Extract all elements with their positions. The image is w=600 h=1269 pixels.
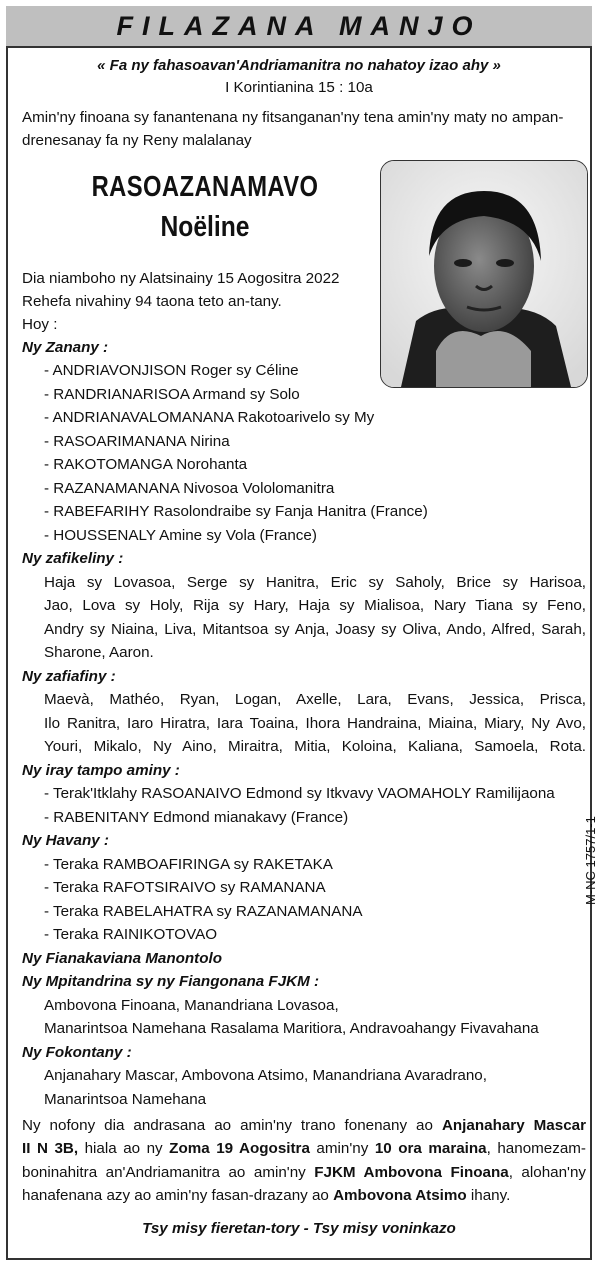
- list-item: - RABEFARIHY Rasolondraibe sy Fanja Hanitra (France): [44, 503, 428, 520]
- list-item: - Teraka RABELAHATRA sy RAZANAMANANA: [44, 903, 363, 920]
- zafiafiny-line: Maevà, Mathéo, Ryan, Logan, Axelle, Lara, Evans, Jessica, Prisca,: [44, 691, 586, 708]
- deceased-firstname: Noëline: [160, 211, 250, 243]
- intro-line-1: Amin'ny finoana sy fanantenana ny fitsanganan'ny tena amin'ny maty no ampan-: [22, 109, 564, 126]
- section-havany-title: Ny Havany :: [22, 832, 109, 849]
- portrait-image: [381, 161, 587, 387]
- list-item: - RANDRIANARISOA Armand sy Solo: [44, 386, 300, 403]
- list-item: - Teraka RAFOTSIRAIVO sy RAMANANA: [44, 879, 326, 896]
- mpitandrina-line: Ambovona Finoana, Manandriana Lovasoa,: [44, 997, 339, 1014]
- verse-quote: « Fa ny fahasoavan'Andriamanitra no nahatoy izao ahy »: [97, 57, 501, 74]
- list-item: - Teraka RAMBOAFIRINGA sy RAKETAKA: [44, 856, 333, 873]
- list-item: - RABENITANY Edmond mianakavy (France): [44, 809, 349, 826]
- mpitandrina-line: Manarintsoa Namehana Rasalama Maritiora, Andravoahangy Fivavahana: [44, 1020, 539, 1037]
- list-item: - RASOARIMANANA Nirina: [44, 433, 230, 450]
- section-zafikeliny-title: Ny zafikeliny :: [22, 550, 124, 567]
- fokontany-line: Manarintsoa Namehana: [44, 1091, 207, 1108]
- list-item: - RAKOTOMANGA Norohanta: [44, 456, 248, 473]
- zafiafiny-line: Ilo Ranitra, Iaro Hiratra, Iara Toaina, Ihora Handraina, Miaina, Miary, Ny Avo,: [44, 715, 586, 732]
- detail-age: Rehefa nivahiny 94 taona teto an-tany.: [22, 293, 282, 310]
- notice-title: FILAZANA MANJO: [116, 10, 482, 41]
- notice-header: [6, 6, 592, 48]
- section-zanany-title: Ny Zanany :: [22, 339, 109, 356]
- intro-line-2: drenesanay fa ny Reny malalanay: [22, 132, 252, 149]
- list-item: - HOUSSENALY Amine sy Vola (France): [44, 527, 317, 544]
- reference-code: M-NC 1757/1-1: [583, 816, 598, 905]
- footer-note: Tsy misy fieretan-tory - Tsy misy voninkazo: [142, 1220, 456, 1237]
- zafikeliny-line: Andry sy Niaina, Liva, Mitantsoa sy Anja, Joasy sy Oliva, Ando, Alfred, Sarah,: [44, 621, 586, 638]
- closing-line-3: boninahitra an'Andriamanitra ao amin'ny FJKM Ambovona Finoana, alohan'ny: [22, 1164, 586, 1181]
- detail-hoy: Hoy :: [22, 316, 58, 333]
- list-item: - RAZANAMANANA Nivosoa Vololomanitra: [44, 480, 335, 497]
- section-zafiafiny-title: Ny zafiafiny :: [22, 668, 116, 685]
- section-fokontany-title: Ny Fokontany :: [22, 1044, 132, 1061]
- list-item: - Teraka RAINIKOTOVAO: [44, 926, 218, 943]
- closing-line-4: hanafenana azy ao amin'ny fasan-drazany ao Ambovona Atsimo ihany.: [22, 1187, 511, 1204]
- zafikeliny-line: Jao, Lova sy Holy, Rija sy Hary, Haja sy Mialisoa, Nary Tiana sy Feno,: [44, 597, 586, 614]
- list-item: - ANDRIANAVALOMANANA Rakotoarivelo sy My: [44, 409, 375, 426]
- list-item: - ANDRIAVONJISON Roger sy Céline: [44, 362, 299, 379]
- zafikeliny-line: Haja sy Lovasoa, Serge sy Hanitra, Eric sy Saholy, Brice sy Harisoa,: [44, 574, 586, 591]
- zafiafiny-line: Youri, Mikalo, Ny Aino, Miraitra, Mitia, Koloina, Kaliana, Samoela, Rota.: [44, 738, 586, 755]
- deceased-surname: RASOAZANAMAVO: [91, 171, 319, 203]
- closing-line-2: II N 3B, hiala ao ny Zoma 19 Aogositra amin'ny 10 ora maraina, hanomezam-: [22, 1140, 586, 1157]
- detail-date: Dia niamboho ny Alatsinainy 15 Aogositra 2022: [22, 270, 340, 287]
- section-iray-tampo-title: Ny iray tampo aminy :: [22, 762, 180, 779]
- section-mpitandrina-title: Ny Mpitandrina sy ny Fiangonana FJKM :: [22, 973, 320, 990]
- fokontany-line: Anjanahary Mascar, Ambovona Atsimo, Manandriana Avaradrano,: [44, 1067, 487, 1084]
- zafikeliny-line: Sharone, Aaron.: [44, 644, 154, 661]
- deceased-photo: [380, 160, 588, 388]
- closing-line-1: Ny nofony dia andrasana ao amin'ny trano fonenany ao Anjanahary Mascar: [22, 1117, 586, 1134]
- verse-reference: I Korintianina 15 : 10a: [225, 79, 373, 96]
- section-fianakaviana-title: Ny Fianakaviana Manontolo: [22, 950, 223, 967]
- list-item: - Terak'Itklahy RASOANAIVO Edmond sy Itkvavy VAOMAHOLY Ramilijaona: [44, 785, 555, 802]
